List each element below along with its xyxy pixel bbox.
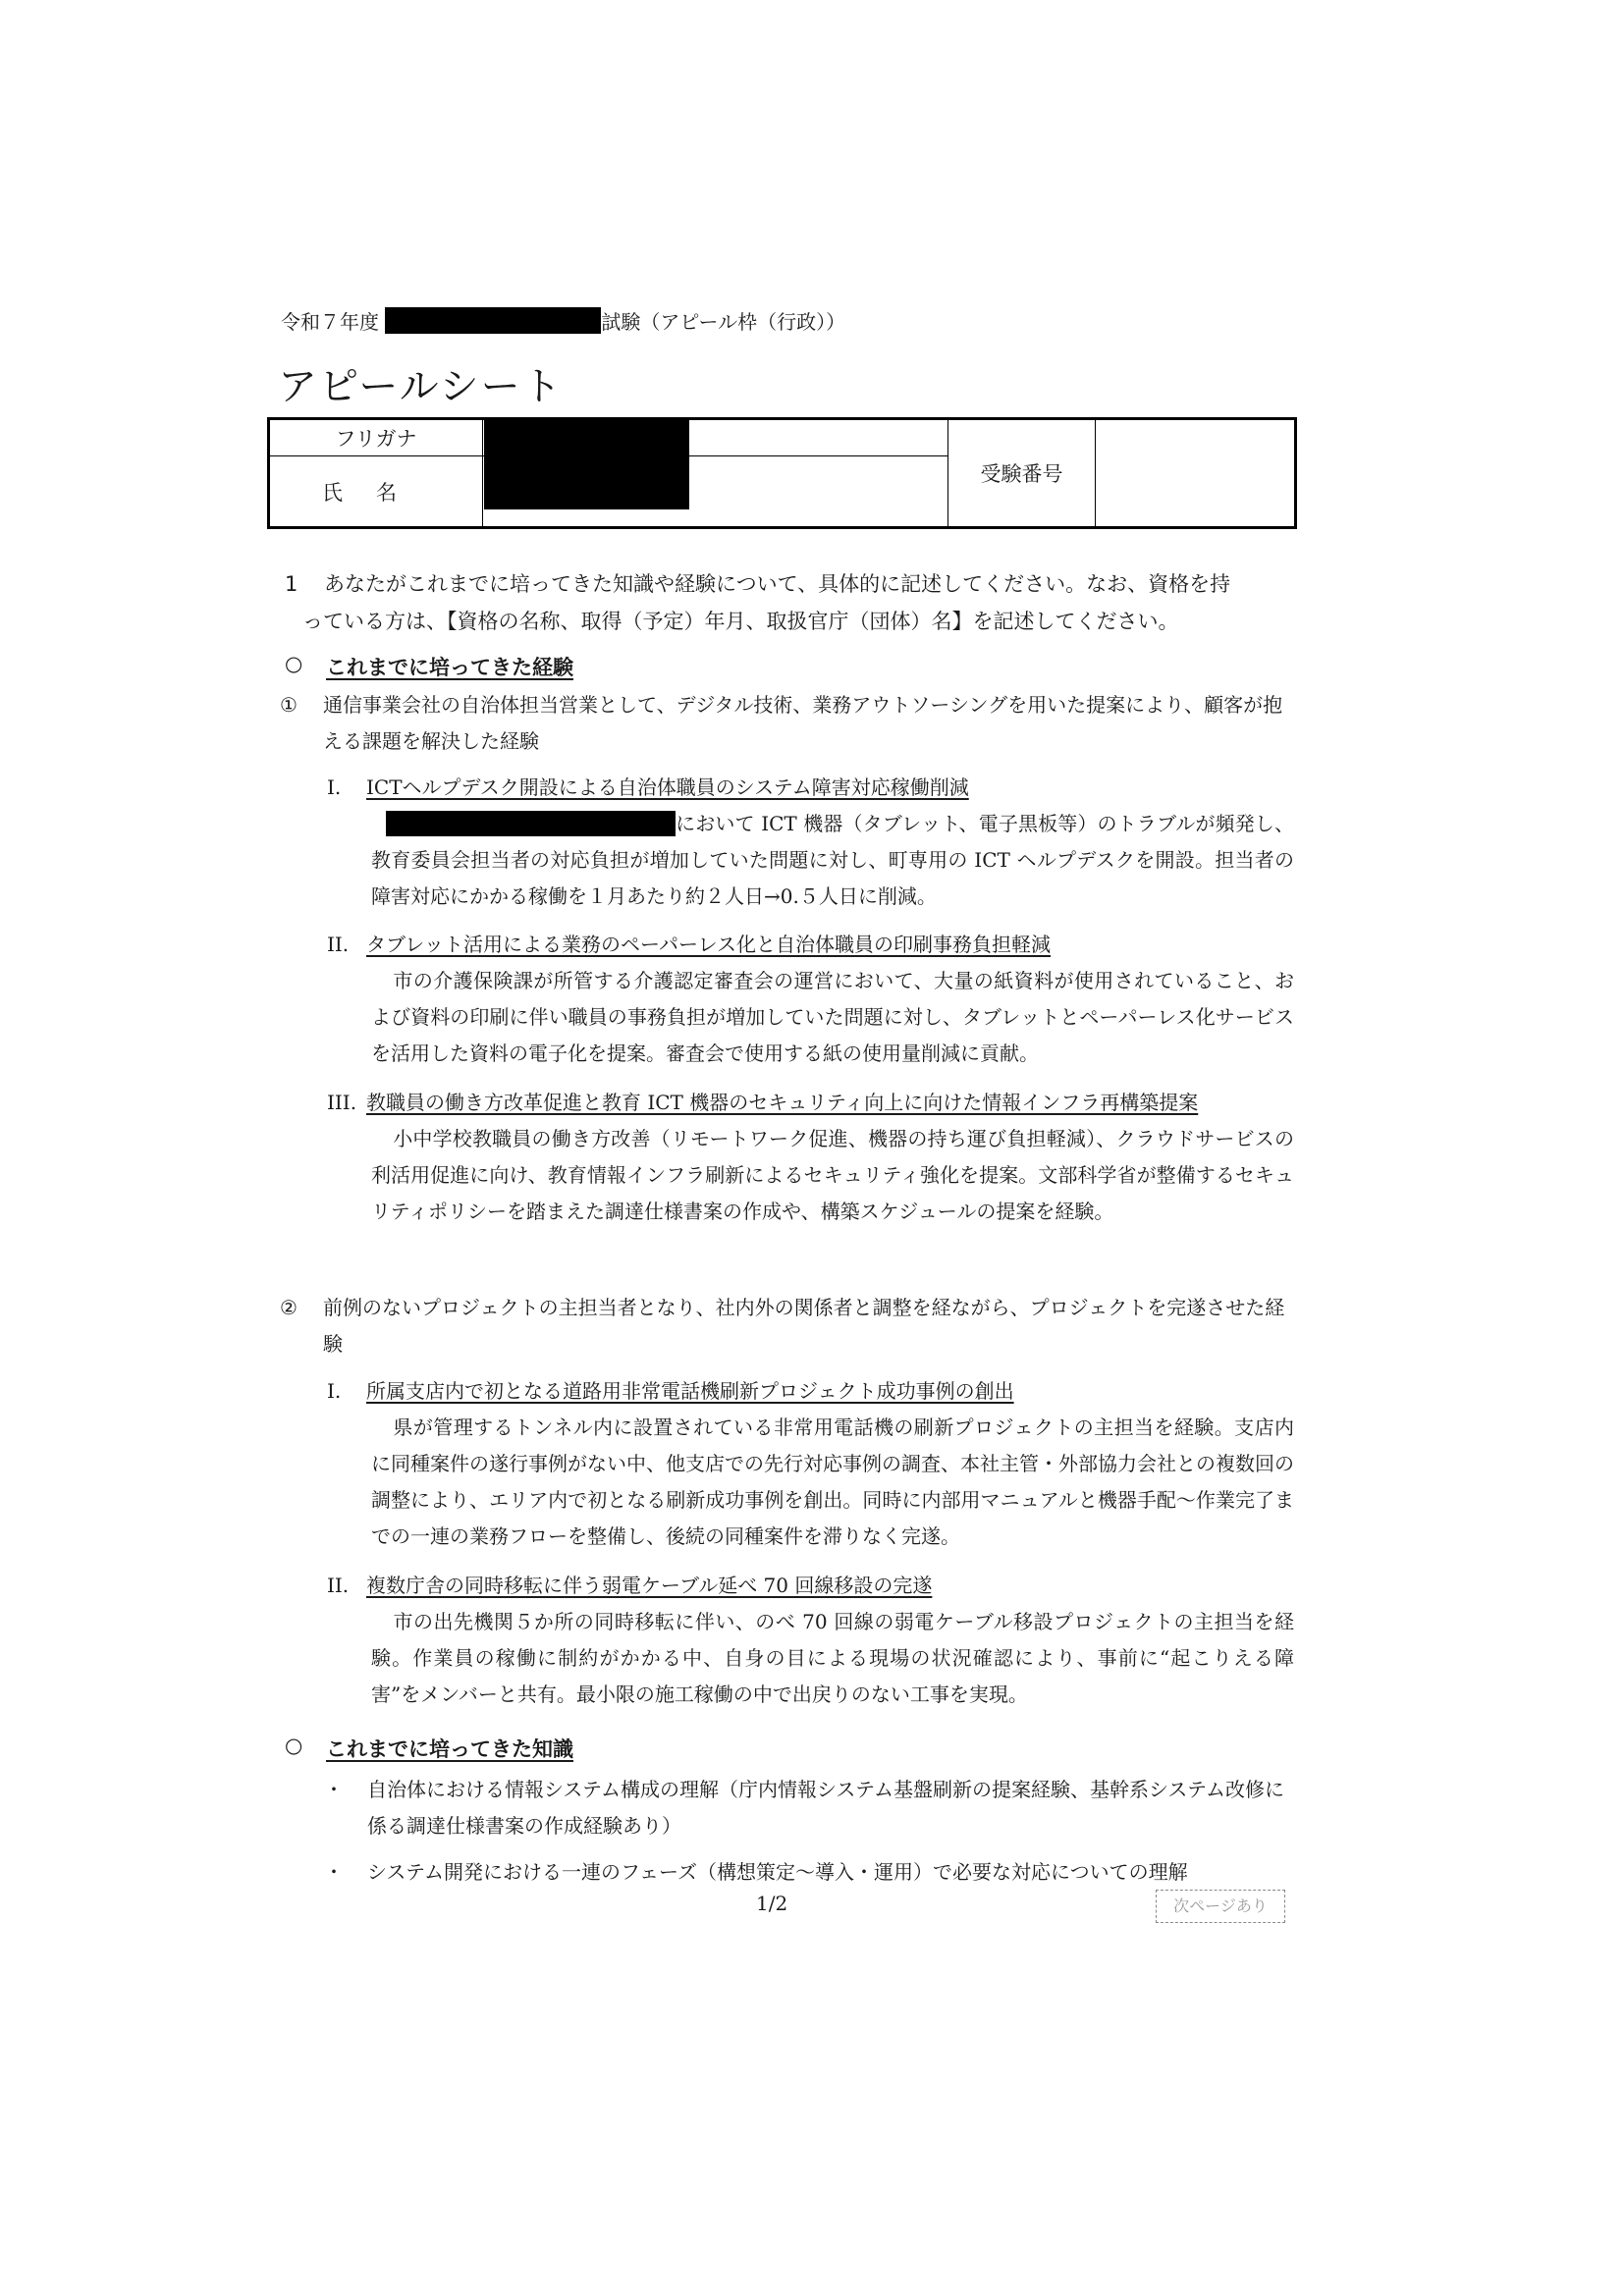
- experience-1-sub-2: [327, 927, 1294, 1074]
- furigana-label: フリガナ: [269, 419, 483, 456]
- sub-number: I.: [327, 1379, 342, 1403]
- experience-item-2: [280, 1290, 1296, 1366]
- experience-mark: ○: [285, 652, 303, 675]
- bullet-mark: ・: [324, 1860, 344, 1884]
- question-prompt: [285, 565, 1296, 640]
- experience-1-sub-3: [327, 1085, 1294, 1271]
- experience-1-sub-1: [327, 770, 1294, 917]
- item-2-text: 前例のないプロジェクトの主担当者となり、社内外の関係者と調整を経ながら、プロジェクトを完遂させた経験: [323, 1296, 1285, 1356]
- sub-number: III.: [327, 1091, 357, 1114]
- redacted-exam-name: [385, 307, 601, 334]
- sub-title: 複数庁舎の同時移転に伴う弱電ケーブル延べ 70 回線移設の完遂: [366, 1574, 933, 1597]
- knowledge-heading-label: これまでに培ってきた知識: [326, 1737, 573, 1761]
- sub-title: タブレット活用による業務のペーパーレス化と自治体職員の印刷事務負担軽減: [366, 933, 1051, 956]
- header-prefix: 令和７年度: [281, 310, 379, 334]
- knowledge-bullet: [324, 1772, 1296, 1846]
- exam-number-label: 受験番号: [948, 419, 1096, 528]
- question-line-2: っている方は、【資格の名称、取得（予定）年月、取扱官庁（団体）名】を記述してください。: [302, 610, 1179, 633]
- sub-title: 所属支店内で初となる道路用非常電話機刷新プロジェクト成功事例の創出: [366, 1379, 1014, 1403]
- page-number: 1/2: [756, 1892, 788, 1915]
- knowledge-bullet: [324, 1854, 1296, 1892]
- bullet-text: システム開発における一連のフェーズ（構想策定～導入・運用）で必要な対応についての理解: [367, 1860, 1188, 1884]
- sub-number: I.: [327, 775, 342, 799]
- bullet-mark: ・: [324, 1778, 344, 1801]
- experience-2-sub-2: [327, 1568, 1294, 1715]
- experience-2-sub-1: [327, 1373, 1294, 1560]
- bullet-text: 自治体における情報システム構成の理解（庁内情報システム基盤刷新の提案経験、基幹系システム改修に係る調達仕様書案の作成経験あり）: [367, 1778, 1284, 1838]
- sub-description: 県が管理するトンネル内に設置されている非常用電話機の刷新プロジェクトの主担当を経験。支店内に同種案件の遂行事例がない中、他支店での先行対応事例の調査、本社主管・外部協力会社との複数回の調整により、エリア内で初となる刷新成功事例を創出。同時に内部用マニュアルと機器手配～作業完了までの一連の業務フローを整備し、後続の同種案件を滞りなく完遂。: [371, 1415, 1294, 1548]
- page-title: アピールシート: [278, 364, 564, 409]
- experience-heading-label: これまでに培ってきた経験: [326, 656, 573, 679]
- item-2-mark: ②: [280, 1296, 298, 1319]
- item-1-mark: ①: [280, 693, 298, 717]
- sub-description: において ICT 機器（タブレット、電子黒板等）のトラブルが頻発し、教育委員会担当者の対応負担が増加していた問題に対し、町専用の ICT ヘルプデスクを開設。担当者の障害対応にかかる稼働を１月あたり約２人日→0.５人日に削減。: [371, 812, 1294, 908]
- question-number: 1: [285, 572, 298, 596]
- exam-header: [281, 306, 845, 335]
- header-suffix: 試験（アピール枠（行政））: [601, 310, 846, 334]
- next-page-notice: 次ページあり: [1156, 1890, 1285, 1923]
- item-1-text: 通信事業会社の自治体担当営業として、デジタル技術、業務アウトソーシングを用いた提案により、顧客が抱える課題を解決した経験: [323, 693, 1283, 753]
- redacted-client-name: [386, 811, 676, 836]
- sub-description: 市の介護保険課が所管する介護認定審査会の運営において、大量の紙資料が使用されていること、および資料の印刷に伴い職員の事務負担が増加していた問題に対し、タブレットとペーパーレス化サービスを活用した資料の電子化を提案。審査会で使用する紙の使用量削減に貢献。: [371, 969, 1294, 1065]
- sub-description: 小中学校教職員の働き方改善（リモートワーク促進、機器の持ち運び負担軽減）、クラウドサービスの利活用促進に向け、教育情報インフラ刷新によるセキュリティ強化を提案。文部科学省が整備するセキュリティポリシーを踏まえた調達仕様書案の作成や、構築スケジュールの提案を経験。: [371, 1127, 1294, 1223]
- redacted-name: [484, 420, 689, 509]
- knowledge-mark: ○: [285, 1734, 303, 1757]
- name-label: 氏名: [269, 456, 483, 528]
- sub-description: 市の出先機関５か所の同時移転に伴い、のべ 70 回線の弱電ケーブル移設プロジェクトの主担当を経験。作業員の稼働に制約がかかる中、自身の目による現場の状況確認により、事前に“起こりえる障害”をメンバーと共有。最小限の施工稼働の中で出戻りのない工事を実現。: [371, 1610, 1294, 1706]
- knowledge-heading: [285, 1734, 1070, 1763]
- question-line-1: あなたがこれまでに培ってきた知識や経験について、具体的に記述してください。なお、資格を持: [324, 572, 1231, 596]
- applicant-info-table: [267, 417, 1297, 529]
- sub-title: ICTヘルプデスク開設による自治体職員のシステム障害対応稼働削減: [366, 775, 969, 799]
- sub-title: 教職員の働き方改革促進と教育 ICT 機器のセキュリティ向上に向けた情報インフラ再構築提案: [366, 1091, 1199, 1114]
- experience-heading: [285, 652, 1070, 681]
- exam-number-value: [1096, 419, 1296, 528]
- sub-number: II.: [327, 933, 350, 956]
- sub-number: II.: [327, 1574, 350, 1597]
- experience-item-1: [280, 687, 1296, 764]
